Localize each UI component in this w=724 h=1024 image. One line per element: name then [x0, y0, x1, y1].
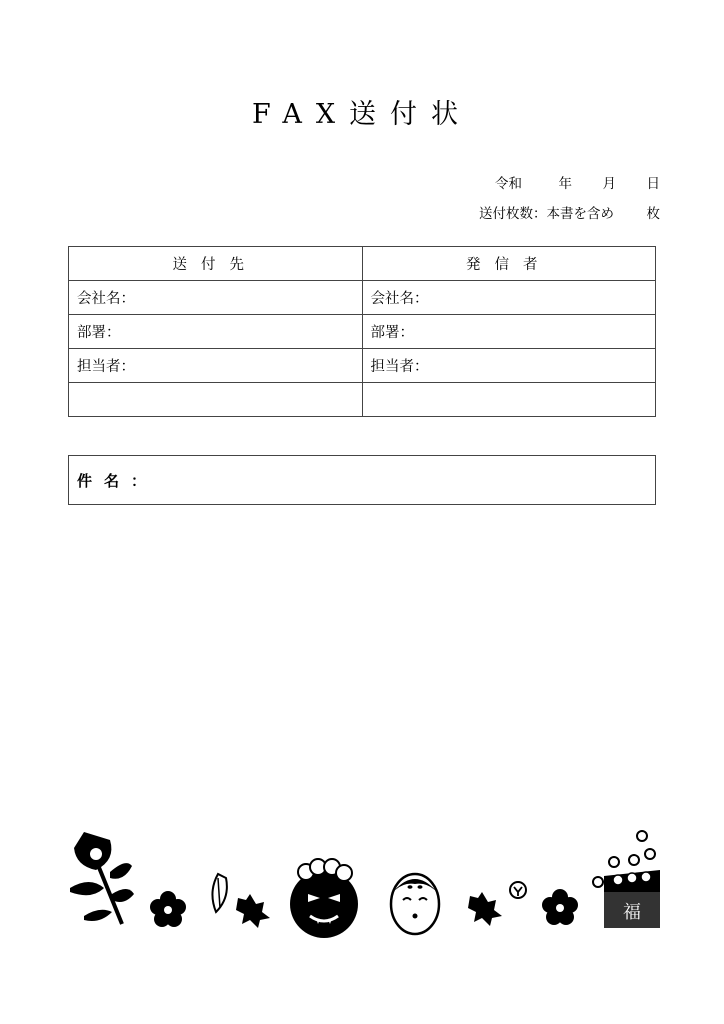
recipient-company-field[interactable]: 会社名： [69, 281, 363, 315]
plum-flower-icon [542, 889, 578, 925]
recipient-contact-field[interactable]: 担当者： [69, 349, 363, 383]
plum-bud-icon [510, 882, 526, 898]
date-month: 月 [602, 176, 616, 192]
sender-department-field[interactable]: 部署： [362, 315, 656, 349]
recipient-extra-field[interactable] [69, 383, 363, 417]
recipient-header: 送付先 [69, 247, 363, 281]
table-row [69, 315, 656, 349]
table-row [69, 383, 656, 417]
subject-field[interactable] [68, 455, 656, 505]
document-title: FAX送付状 [251, 99, 473, 130]
okame-face-icon [391, 874, 439, 934]
leaf-icon [212, 874, 226, 912]
sender-header: 発信者 [362, 247, 656, 281]
page-count-label: 送付枚数：本書を含め [479, 206, 614, 222]
table-row [69, 281, 656, 315]
fuku-label: 福 [623, 902, 641, 923]
subject-label: 件名： [77, 472, 159, 490]
sender-extra-field[interactable] [362, 383, 656, 417]
date-line [460, 172, 660, 190]
date-year: 年 [558, 176, 572, 192]
page-count-unit: 枚 [646, 206, 660, 222]
sender-contact-field[interactable]: 担当者： [362, 349, 656, 383]
address-table [68, 246, 656, 417]
page-count-line [420, 202, 660, 220]
holly-branch-icon [70, 832, 134, 924]
table-header-row [69, 247, 656, 281]
date-era: 令和 [495, 176, 522, 192]
holly-leaf-icon [236, 894, 270, 928]
holly-leaf-icon [468, 892, 502, 926]
setsubun-decoration [0, 820, 724, 940]
date-day: 日 [646, 176, 660, 192]
table-row [69, 349, 656, 383]
oni-face-icon [290, 859, 358, 938]
plum-flower-icon [150, 891, 186, 927]
recipient-department-field[interactable]: 部署： [69, 315, 363, 349]
sender-company-field[interactable]: 会社名： [362, 281, 656, 315]
